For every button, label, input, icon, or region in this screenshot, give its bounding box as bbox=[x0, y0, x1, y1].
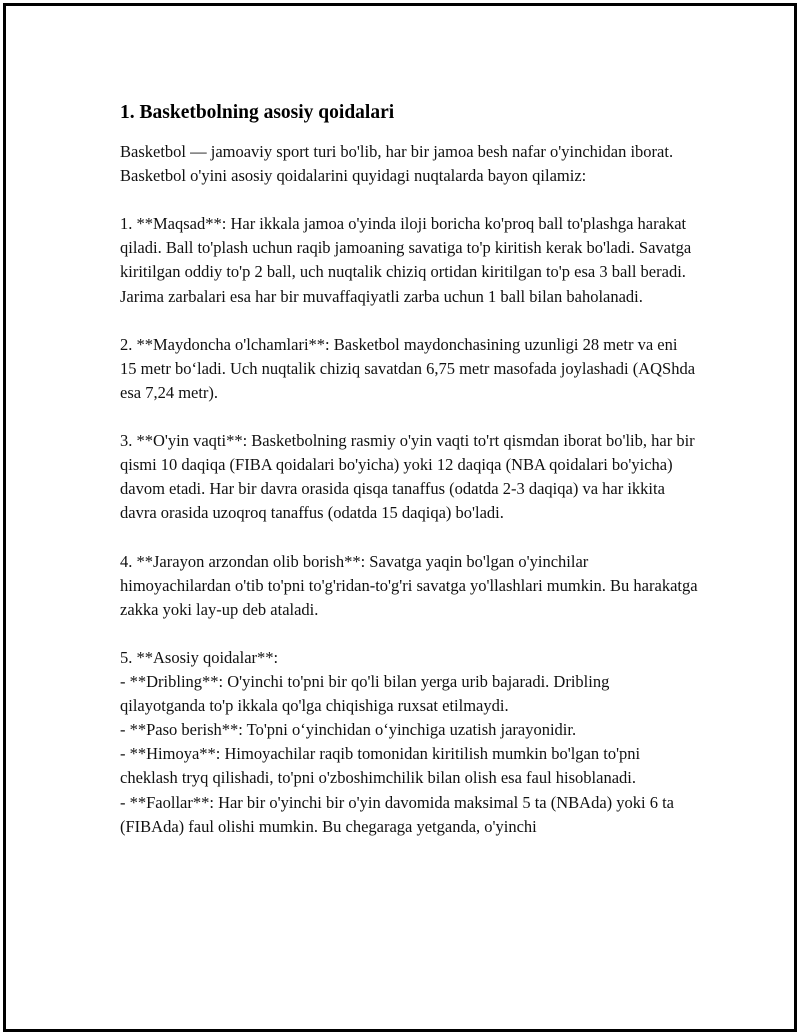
intro-paragraph: Basketbol — jamoaviy sport turi bo'lib, har bir jamoa besh nafar o'yinchidan iborat. Basketbol o'yini asosiy qoidalarini quyidagi nuqtalarda bayon qilamiz: bbox=[120, 142, 674, 186]
rule-item-himoya: - **Himoya**: Himoyachilar raqib tomonidan kiritilish mumkin bo'lgan to'pni cheklash tryq qilishadi, to'pni o'zboshimchilik bilan olish esa faul hisoblanadi. bbox=[120, 744, 641, 788]
rule-item-faollar: - **Faollar**: Har bir o'yinchi bir o'yin davomida maksimal 5 ta (NBAda) yoki 6 ta (FIBAda) faul olishi mumkin. Bu chegaraga yetganda, o'yinchi bbox=[120, 792, 674, 836]
document-body bbox=[120, 100, 698, 839]
section-maqsad: 1. **Maqsad**: Har ikkala jamoa o'yinda iloji boricha ko'proq ball to'plashga harakat qiladi. Ball to'plash uchun raqib jamoaning savatiga to'p kiritish kerak bo'ladi. Savatga kiritilgan oddiy to'p 2 ball, uch nuqtalik chiziq ortidan kiritilgan to'p esa 3 ball beradi. Jarima zarbalari esa har bir muvaffaqiyatli zarba uchun 1 ball bilan baholanadi. bbox=[120, 214, 692, 306]
rule-item-dribling: - **Dribling**: O'yinchi to'pni bir qo'li bilan yerga urib bajaradi. Dribling qilayotganda to'p ikkala qo'lga chiqishiga ruxsat etilmaydi. bbox=[120, 672, 610, 716]
paragraph-gap bbox=[120, 526, 698, 550]
paragraph-gap bbox=[120, 188, 698, 212]
paragraph-gap bbox=[120, 309, 698, 333]
paragraph-gap bbox=[120, 405, 698, 429]
section-asosiy-qoidalar-heading: 5. **Asosiy qoidalar**: bbox=[120, 647, 279, 667]
document-title: 1. Basketbolning asosiy qoidalari bbox=[120, 102, 395, 123]
paragraph-gap bbox=[120, 622, 698, 646]
rule-item-paso-berish: - **Paso berish**: To'pni o‘yinchidan o‘yinchiga uzatish jarayonidir. bbox=[120, 720, 577, 740]
section-oyin-vaqti: 3. **O'yin vaqti**: Basketbolning rasmiy o'yin vaqti to'rt qismdan iborat bo'lib, har bir qismi 10 daqiqa (FIBA qoidalari bo'yicha) yoki 12 daqiqa (NBA qoidalari bo'yicha) davom etadi. Har bir davra orasida qisqa tanaffus (odatda 2-3 daqiqa) va har ikkita davra orasida uzoqroq tanaffus (odatda 15 daqiqa) bo'ladi. bbox=[120, 431, 695, 523]
section-jarayon: 4. **Jarayon arzondan olib borish**: Savatga yaqin bo'lgan o'yinchilar himoyachilardan o'tib to'pni to'g'ridan-to'g'ri savatga yo'llashlari mumkin. Bu harakatga zakka yoki lay-up deb ataladi. bbox=[120, 551, 698, 619]
section-maydoncha: 2. **Maydoncha o'lchamlari**: Basketbol maydonchasining uzunligi 28 metr va eni 15 metr bo‘ladi. Uch nuqtalik chiziq savatdan 6,75 metr masofada joylashadi (AQShda esa 7,24 metr). bbox=[120, 334, 696, 402]
page-frame bbox=[3, 3, 797, 1032]
